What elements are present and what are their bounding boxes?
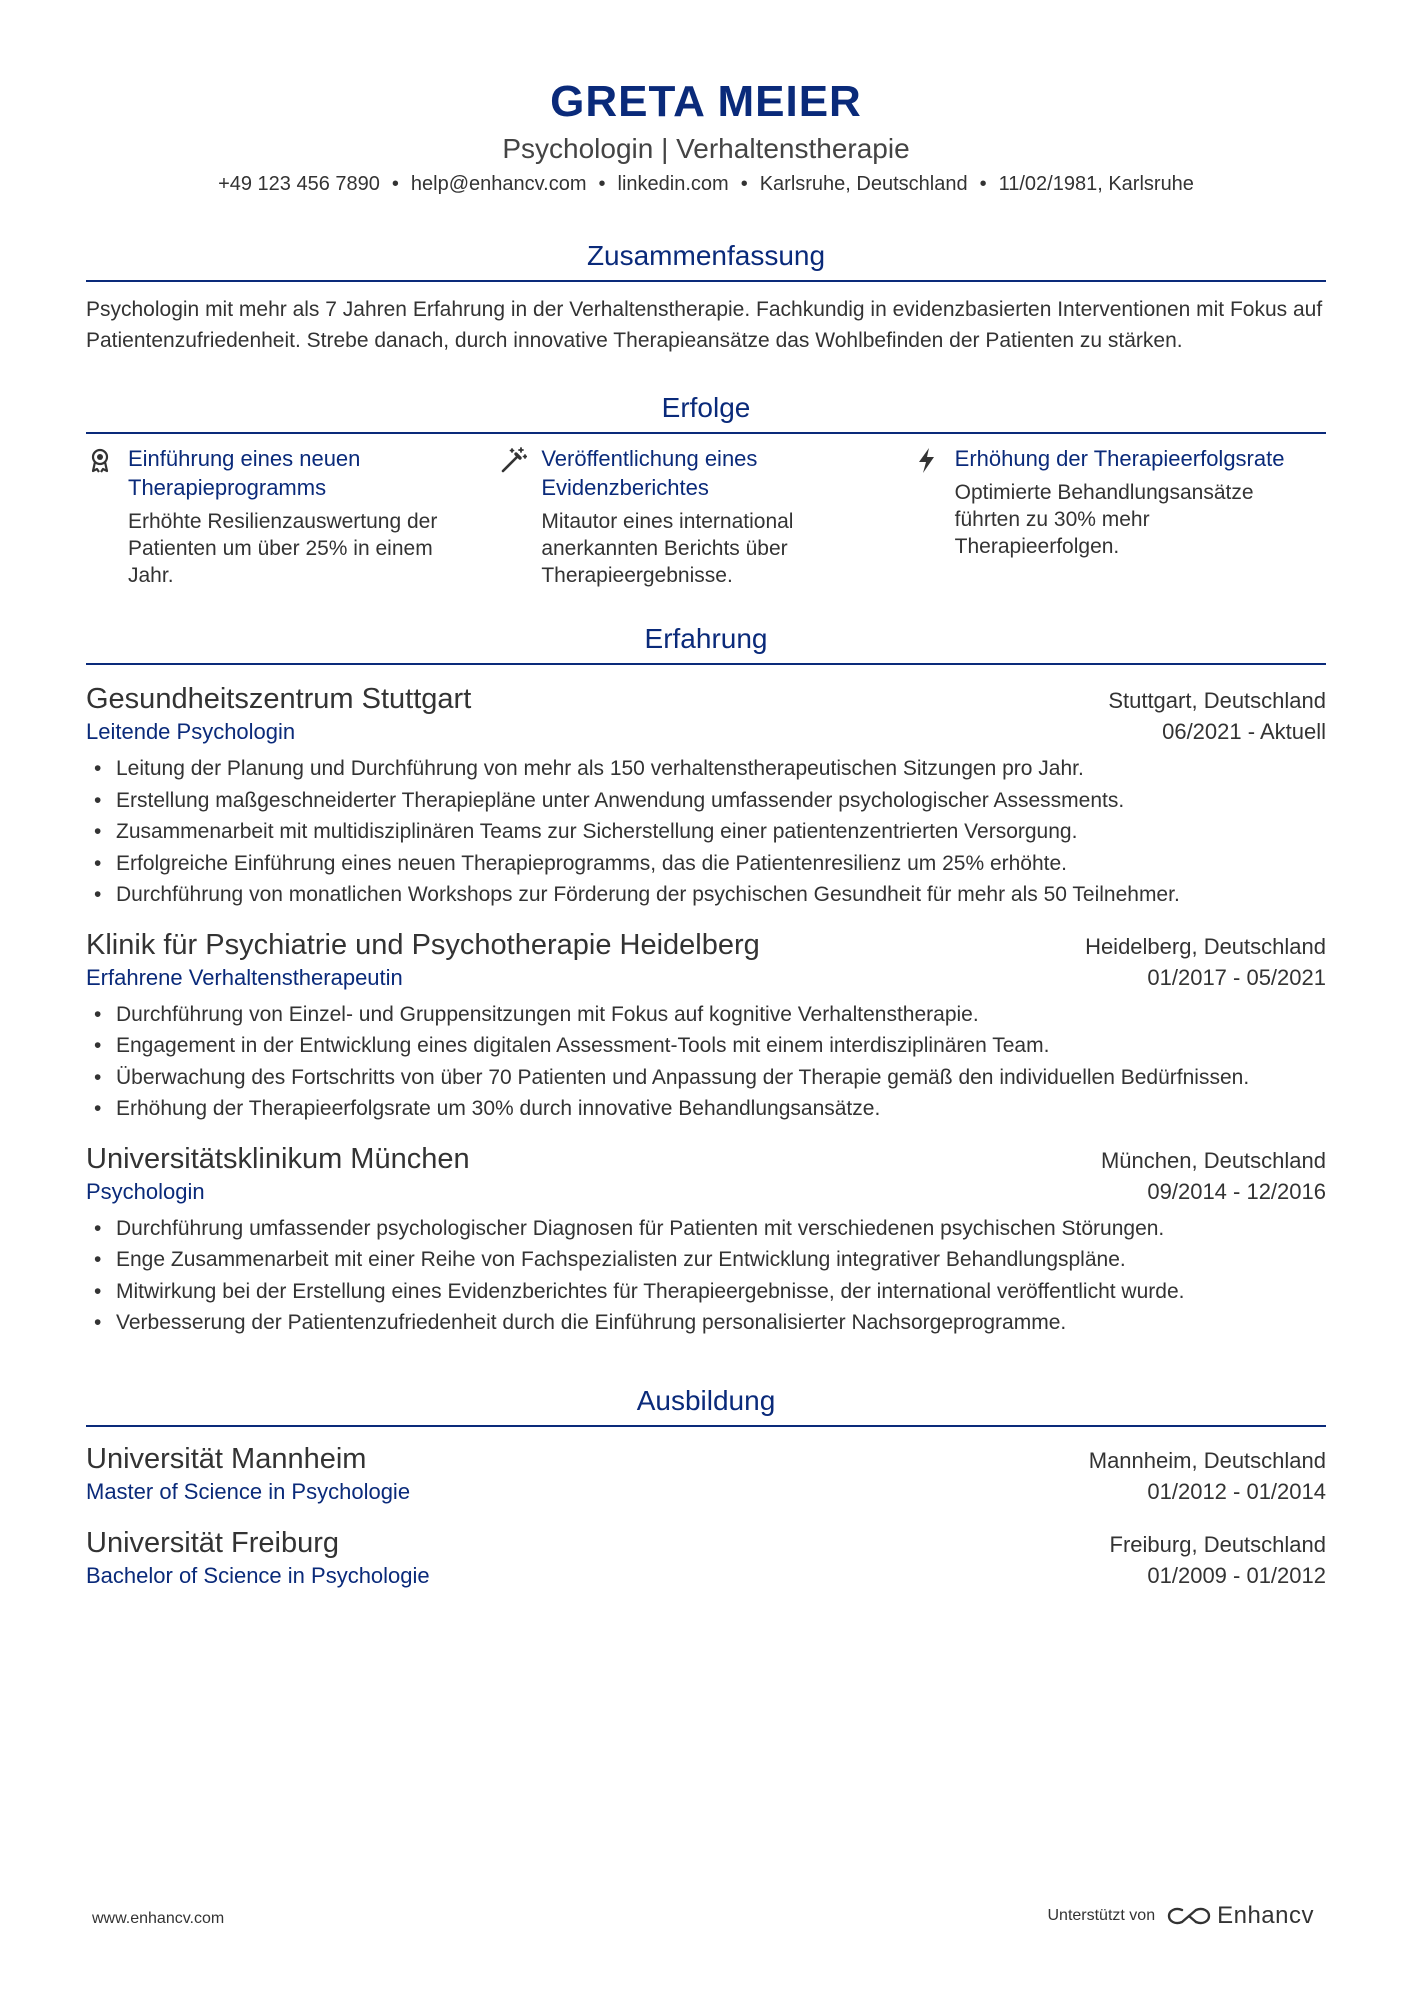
summary-section — [86, 238, 1326, 356]
experience-section — [86, 621, 1326, 1339]
separator-dot: • — [740, 173, 748, 195]
job-location: München, Deutschland — [1100, 1147, 1326, 1173]
resume-content — [86, 78, 1326, 1591]
powered-by-label: Unterstützt von — [1047, 1907, 1156, 1924]
separator-dot: • — [598, 173, 606, 195]
list-item: • Überwachung des Fortschritts von über 70 Patienten und Anpassung der Therapie gemäß den individuellen Bedürfnissen. — [86, 1062, 1326, 1094]
separator-dot: • — [391, 173, 399, 195]
job-role: Leitende Psychologin — [86, 719, 296, 744]
achievement-desc: Erhöhte Resilienzauswertung der Patienten um über 25% in einem Jahr. — [128, 510, 438, 587]
education-school: Universität Mannheim — [86, 1442, 367, 1475]
job-entry — [86, 681, 1326, 911]
job-company: Gesundheitszentrum Stuttgart — [86, 683, 472, 715]
achievement-desc: Mitautor eines international anerkannten Berichts über Therapieergebnisse. — [541, 510, 794, 587]
list-item: • Durchführung umfassender psychologischer Diagnosen für Patienten mit verschiedenen psychischen Störungen. — [86, 1213, 1326, 1245]
job-bullets — [86, 1213, 1326, 1339]
list-item: • Durchführung von monatlichen Workshops zur Förderung der psychischen Gesundheit für mehr als 50 Teilnehmer. — [86, 879, 1326, 911]
job-entry — [86, 927, 1326, 1125]
achievement-title: Erhöhung der Therapieerfolgsrate — [954, 446, 1285, 471]
list-item: • Mitwirkung bei der Erstellung eines Evidenzberichtes für Therapieergebnisse, der international veröffentlicht wurde. — [86, 1276, 1326, 1308]
footer-branding[interactable] — [1047, 1902, 1314, 1930]
list-item: • Enge Zusammenarbeit mit einer Reihe von Fachspezialisten zur Entwicklung integrativer Behandlungspläne. — [86, 1244, 1326, 1276]
job-role: Psychologin — [86, 1178, 205, 1204]
summary-title: Zusammenfassung — [86, 238, 1326, 282]
list-item: • Zusammenarbeit mit multidisziplinären Teams zur Sicherstellung einer patientenzentrierten Versorgung. — [86, 816, 1326, 848]
enhancv-brand: Enhancv — [1217, 1902, 1314, 1929]
education-dates: 01/2012 - 01/2014 — [1147, 1478, 1326, 1504]
job-dates: 01/2017 - 05/2021 — [1147, 964, 1326, 990]
education-location: Freiburg, Deutschland — [1109, 1531, 1326, 1557]
job-company: Klinik für Psychiatrie und Psychotherapie Heidelberg — [86, 928, 760, 961]
contact-birth: 11/02/1981, Karlsruhe — [998, 173, 1194, 195]
achievement-title: Veröffentlichung eines Evidenzberichtes — [541, 446, 758, 500]
contact-phone: +49 123 456 7890 — [218, 173, 380, 195]
job-bullets — [86, 753, 1326, 911]
list-item: • Leitung der Planung und Durchführung von mehr als 150 verhaltenstherapeutischen Sitzungen pro Jahr. — [86, 753, 1326, 785]
footer-website[interactable]: www.enhancv.com — [92, 1910, 225, 1927]
achievements-grid — [86, 444, 1326, 589]
education-degree: Bachelor of Science in Psychologie — [86, 1562, 430, 1588]
job-role: Erfahrene Verhaltenstherapeutin — [86, 964, 403, 990]
job-location: Heidelberg, Deutschland — [1085, 933, 1326, 959]
list-item: • Engagement in der Entwicklung eines digitalen Assessment-Tools mit einem interdisziplinären Team. — [86, 1030, 1326, 1062]
award-icon — [86, 444, 128, 589]
education-entry — [86, 1441, 1326, 1507]
resume-header — [86, 78, 1326, 198]
magic-wand-icon — [499, 444, 541, 589]
education-entry — [86, 1525, 1326, 1591]
candidate-subtitle: Psychologin | Verhaltenstherapie — [502, 133, 910, 164]
achievement-item — [499, 444, 912, 589]
job-location: Stuttgart, Deutschland — [1108, 688, 1326, 713]
education-section — [86, 1383, 1326, 1591]
job-entry — [86, 1141, 1326, 1339]
achievement-desc: Optimierte Behandlungsansätze führten zu 30% mehr Therapieerfolgen. — [954, 481, 1254, 558]
lightning-icon — [913, 444, 955, 589]
list-item: • Erfolgreiche Einführung eines neuen Therapieprogramms, das die Patientenresilienz um 25% erhöhte. — [86, 848, 1326, 880]
experience-title: Erfahrung — [86, 621, 1326, 665]
education-degree: Master of Science in Psychologie — [86, 1478, 411, 1504]
achievement-item — [86, 444, 499, 589]
contact-line — [86, 170, 1326, 198]
job-company: Universitätsklinikum München — [86, 1142, 470, 1175]
contact-linkedin[interactable]: linkedin.com — [617, 173, 729, 195]
candidate-name: GRETA MEIER — [550, 77, 862, 126]
education-dates: 01/2009 - 01/2012 — [1147, 1562, 1326, 1588]
education-location: Mannheim, Deutschland — [1088, 1447, 1326, 1473]
contact-email[interactable]: help@enhancv.com — [410, 173, 587, 195]
education-school: Universität Freiburg — [86, 1526, 340, 1559]
separator-dot: • — [979, 173, 987, 195]
list-item: • Durchführung von Einzel- und Gruppensitzungen mit Fokus auf kognitive Verhaltenstherapie. — [86, 999, 1326, 1031]
education-title: Ausbildung — [86, 1383, 1326, 1427]
achievements-title: Erfolge — [86, 390, 1326, 434]
job-dates: 06/2021 - Aktuell — [1162, 719, 1326, 744]
contact-location: Karlsruhe, Deutschland — [759, 173, 968, 195]
job-bullets — [86, 999, 1326, 1125]
enhancv-logo-icon — [1167, 1905, 1211, 1927]
list-item: • Erhöhung der Therapieerfolgsrate um 30% durch innovative Behandlungsansätze. — [86, 1093, 1326, 1125]
list-item: • Erstellung maßgeschneiderter Therapiepläne unter Anwendung umfassender psychologischer Assessments. — [86, 785, 1326, 817]
list-item: • Verbesserung der Patientenzufriedenheit durch die Einführung personalisierter Nachsorgeprogramme. — [86, 1307, 1326, 1339]
summary-text: Psychologin mit mehr als 7 Jahren Erfahrung in der Verhaltenstherapie. Fachkundig in evidenzbasierten Interventionen mit Fokus auf Patientenzufriedenheit. Strebe danach, durch innovative Therapieansätze das Wohlbefinden der Patienten zu stärken. — [86, 298, 1323, 352]
achievements-section — [86, 390, 1326, 589]
achievement-title: Einführung eines neuen Therapieprogramms — [128, 446, 361, 500]
achievement-item — [913, 444, 1326, 589]
job-dates: 09/2014 - 12/2016 — [1147, 1178, 1326, 1204]
